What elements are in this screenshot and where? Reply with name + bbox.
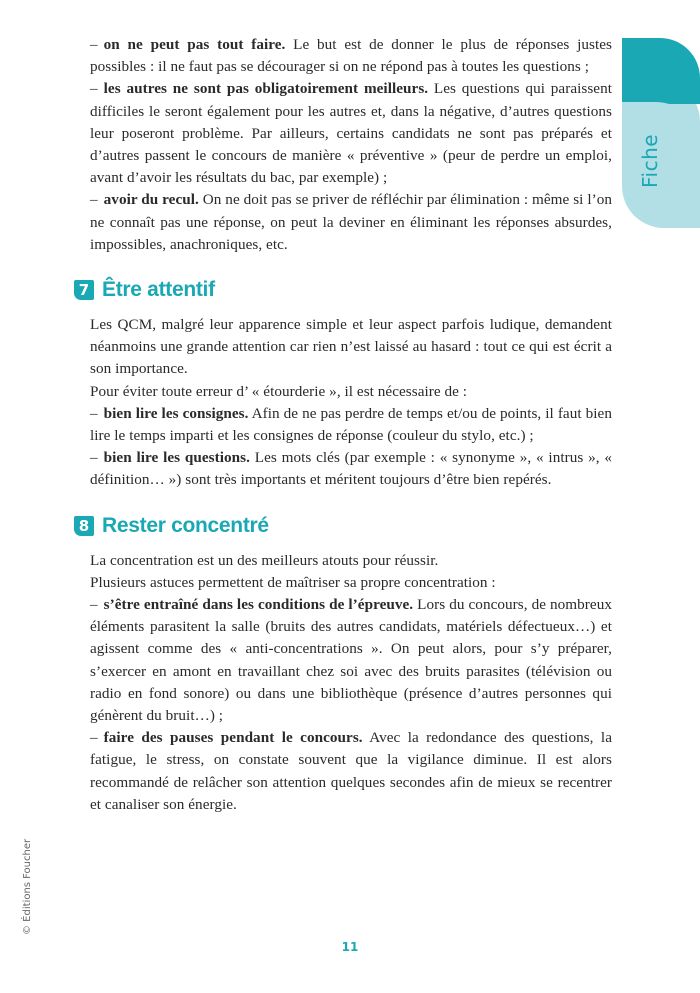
section-heading-8	[74, 512, 612, 540]
fiche-tab-dark-section	[622, 38, 700, 104]
list-item	[90, 727, 612, 816]
paragraph: La concentration est un des meilleurs atouts pour réussir.	[90, 551, 439, 569]
list-item	[90, 594, 612, 727]
item-text: Les mots clés (par exemple : « synonyme », « intrus », « définition… ») sont très importants et méritent toujours d’être bien repérés.	[90, 449, 612, 489]
fiche-tab-label: Fiche	[638, 133, 662, 188]
copyright-notice: © Éditions Foucher	[22, 838, 33, 935]
paragraph: Plusieurs astuces permettent de maîtriser sa propre concentration :	[90, 573, 496, 591]
item-lead: on ne peut pas tout faire.	[103, 36, 286, 53]
dash-bullet: –	[90, 449, 98, 467]
item-text: Le but est de donner le plus de réponses justes possibles : il ne faut pas se décourager si on ne répond pas à toutes les questions ;	[90, 36, 612, 76]
item-lead: les autres ne sont pas obligatoirement meilleurs.	[103, 80, 429, 98]
dash-bullet: –	[90, 596, 98, 614]
section-number-badge: 7	[74, 280, 94, 300]
dash-bullet: –	[90, 36, 98, 53]
fiche-side-tab	[622, 38, 700, 228]
item-text: Avec la redondance des questions, la fatigue, le stress, on constate souvent que la vigilance diminue. Il est alors recommandé de relâcher son attention quelques secondes afin de mieux se recentrer et canaliser son énergie.	[90, 729, 612, 813]
paragraph: Pour éviter toute erreur d’ « étourderie », il est nécessaire de :	[90, 382, 468, 400]
page-content	[78, 34, 613, 816]
paragraph: Les QCM, malgré leur apparence simple et leur aspect parfois ludique, demandent néanmoins une grande attention car rien n’est laissé au hasard : tout ce qui est écrit a son importance.	[90, 316, 612, 378]
item-text: Afin de ne pas perdre de temps et/ou de points, il faut bien lire le temps imparti et les consignes de réponse (couleur du stylo, etc.) ;	[90, 404, 612, 445]
item-lead: s’être entraîné dans les conditions de l’épreuve.	[103, 596, 414, 614]
list-item	[90, 189, 612, 256]
list-item	[90, 34, 612, 78]
section-title: Rester concentré	[102, 513, 269, 537]
section-title: Être attentif	[102, 278, 215, 302]
page-number: 11	[341, 940, 359, 954]
section-number-badge: 8	[74, 516, 94, 536]
list-item	[90, 78, 612, 189]
dash-bullet: –	[90, 729, 98, 747]
list-item	[90, 403, 612, 447]
list-item	[90, 447, 612, 491]
item-text: Lors du concours, de nombreux éléments parasitent la salle (bruits des autres candidats, matériels défectueux…) et agissent comme des « anti-concentrations ». On peut alors, pour s’y préparer, s’exercer en amont en travaillant chez soi avec des bruits parasites (télévision ou radio en fond sonore) ou dans une bibliothèque (présence d’autres personnes qui génèrent du bruit…) ;	[90, 596, 612, 725]
item-lead: bien lire les questions.	[103, 449, 250, 467]
item-text: Les questions qui paraissent difficiles le seront également pour les autres et, dans la négative, d’autres questions leur poseront problème. Par ailleurs, certains candidats ne sont pas préparés et d’autres passent le concours de manière « préventive » (peur de perdre un emploi, avant d’avoir les résultats du bac, par exemple) ;	[90, 80, 613, 187]
dash-bullet: –	[90, 404, 98, 422]
item-lead: bien lire les consignes.	[103, 404, 249, 422]
dash-bullet: –	[90, 80, 98, 98]
section-heading-7	[74, 276, 612, 304]
dash-bullet: –	[90, 191, 98, 209]
item-text: On ne doit pas se priver de réfléchir par élimination : même si l’on ne connaît pas une réponse, on peut la deviner en éliminant les réponses absurdes, impossibles, anachroniques, etc.	[90, 191, 612, 253]
item-lead: faire des pauses pendant le concours.	[103, 729, 363, 747]
item-lead: avoir du recul.	[103, 191, 199, 209]
